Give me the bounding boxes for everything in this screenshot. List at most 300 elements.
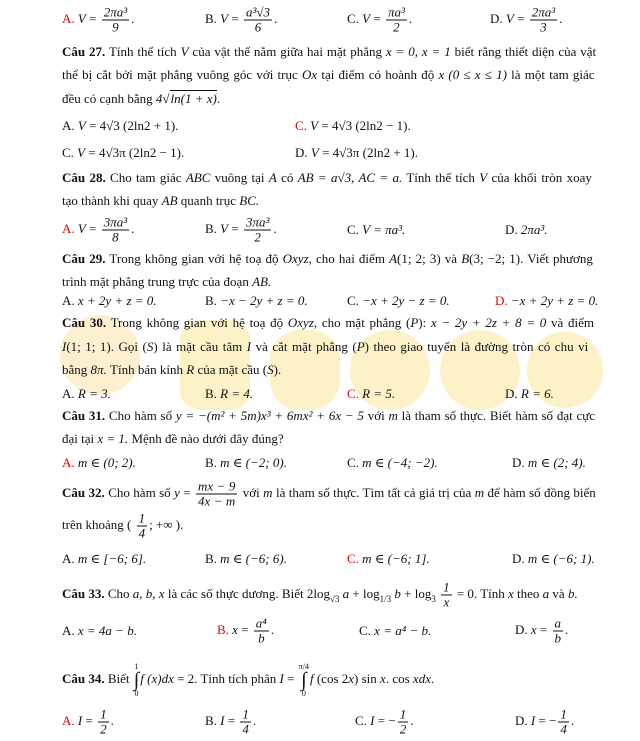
integral-symbol: ∫ [301,669,307,691]
answer-option-b[interactable] [217,617,274,646]
math: b [391,585,401,601]
answer-option-d[interactable] [512,455,586,471]
text: = 4√3π (2ln2 − 1). [85,145,185,160]
math: m ∈ (−6; 6). [220,551,287,566]
fraction [558,708,569,737]
option-letter: B. [205,293,221,308]
numerator: mx − 9 [198,478,236,494]
answer-option-d[interactable] [515,708,574,737]
text: là tham số thực. Tìm tất cả giá trị của [272,484,475,500]
answer-option-a[interactable] [62,386,111,402]
option-letter: B. [205,712,221,728]
math: m [388,408,398,423]
q27-line-2 [62,67,595,83]
text: của vật thể nằm giữa hai mặt phẳng [188,44,386,59]
math: 8π. [90,362,107,377]
text: = [228,220,242,236]
answer-option-a[interactable] [62,455,136,471]
math: V [362,10,371,26]
math: x [530,621,537,637]
text: (1; 1; 1). Gọi ( [66,339,147,354]
numerator: πa³ [387,4,405,20]
denominator: b [258,630,265,646]
text: bằng [62,362,91,377]
numerator: 3πa³ [245,214,270,230]
text: = [513,10,528,26]
option-letter: D. [512,455,528,470]
text: = [283,670,298,686]
answer-option-a[interactable] [62,216,134,245]
answer-option-b[interactable] [205,551,287,567]
text: = [224,712,239,728]
text: = 4√3 (2ln2 + 1). [85,118,179,133]
text: (cos 2 [313,670,349,686]
math: V [310,145,319,160]
math: x = 0, x = 1 [385,44,451,59]
text: . [559,10,563,26]
upper-limit: 1 [134,662,139,671]
text: . cos [385,670,413,686]
text: đại tại [62,431,98,446]
math: m ∈ (−6; 1]. [362,551,430,566]
option-letter: A. [62,293,78,308]
text: Cho [104,585,133,601]
math: x [232,621,238,637]
math: 2πa³. [520,222,548,237]
math: xdx [412,670,431,686]
text: . [131,220,135,236]
numerator: 2πa³ [531,4,556,20]
math: A [268,170,277,185]
answer-option-b[interactable] [205,455,287,471]
numerator: 1 [443,579,450,595]
answer-option-c[interactable] [347,455,438,471]
answer-option-a[interactable] [62,708,114,737]
fraction [196,480,237,509]
math: x [348,670,355,686]
denominator: x [443,594,450,610]
text: . [252,712,257,728]
math: R [186,362,195,377]
fraction [102,6,129,35]
math: S [267,362,274,377]
fraction [137,512,148,541]
text: ) là mặt cầu tâm [153,339,247,354]
math: I [370,712,375,728]
math: m ∈ (−4; −2). [362,455,438,470]
integral-sign [134,662,139,698]
q32-line-1 [62,480,596,509]
option-letter: B. [217,621,233,637]
option-letter: D. [490,10,506,26]
question-number: Câu 27. [62,44,106,59]
text: . [430,670,435,686]
option-letter: D. [505,386,521,401]
answer-option-a[interactable] [62,293,157,309]
text: Trong không gian với hệ toạ độ [106,315,288,330]
text: (1; 2; 3) và [397,251,462,266]
text: thể bị cắt bởi mặt phẳng vuông góc với trục [62,67,302,82]
text: đều có cạnh bằng [62,91,156,106]
q29-line-2 [62,274,271,290]
q30-line-2 [62,339,588,355]
fraction [386,6,407,35]
text: của mặt cầu ( [194,362,268,377]
text: + log [400,585,432,601]
q30-line-3 [62,362,281,378]
math: a, b, x [132,585,165,601]
text: = [237,621,252,637]
text: ) sin [354,670,381,686]
answer-option-a[interactable] [62,118,178,134]
answer-option-d[interactable] [295,145,418,161]
text: = [536,621,551,637]
text: = − [535,712,557,728]
text: . [410,712,414,728]
answer-option-c[interactable] [347,6,412,35]
math: B [461,251,470,266]
math: I [220,712,225,728]
option-letter: D. [512,551,528,566]
text: . [408,10,413,26]
numerator: 2πa³ [103,4,128,20]
math: ABC [185,170,211,185]
denominator: 4 [138,525,146,541]
text: = [370,10,384,26]
option-letter: A. [62,220,78,236]
question-number: Câu 28. [62,170,106,185]
fraction [98,708,109,737]
math: V [77,220,86,236]
fraction [244,216,271,245]
answer-option-c[interactable] [347,293,450,309]
text: = 4√3 (2ln2 − 1). [318,118,411,133]
math: y [174,484,180,500]
text: ). [273,362,282,377]
option-letter: A. [62,118,78,133]
math: BC. [239,193,260,208]
math: x = 1. [97,431,129,446]
lower-limit: 0 [134,689,139,698]
math: Oxyz, [282,251,312,266]
text: trên khoảng ( [62,516,135,532]
text: . [570,712,575,728]
answer-option-c[interactable] [347,551,430,567]
integral-sign [299,662,309,698]
text: là các số thực dương. Biết 2log [164,585,330,601]
option-letter: B. [205,551,221,566]
text: vuông tại [210,170,269,185]
answer-option-d[interactable] [505,222,548,238]
text: = 2. Tính tích phân [173,670,280,686]
math: V [220,10,229,26]
text: = − [374,712,396,728]
math: m ∈ (−6; 1). [527,551,595,566]
q29-line-1 [62,251,593,267]
math: x = a⁴ − b. [374,623,432,638]
denominator: 4x − m [198,493,236,509]
text: . [131,10,135,26]
math: x = 4a − b. [77,623,137,638]
text: với [363,408,389,423]
fraction [530,6,557,35]
math: m ∈ (−2; 0). [220,455,287,470]
math: m [474,484,485,500]
math: x − 2y + 2z + 8 = 0 [430,315,547,330]
text: theo [513,585,543,601]
answer-option-d[interactable] [505,386,554,402]
option-letter: C. [347,222,363,237]
math: f [309,670,314,686]
answer-option-d[interactable] [512,551,595,567]
option-letter: A. [62,623,78,638]
answer-option-d[interactable] [495,293,598,309]
text: Tính thể tích [402,170,480,185]
option-letter: A. [62,455,78,470]
option-letter: D. [515,621,531,637]
numerator: 1 [560,706,567,722]
q31-line-1 [62,408,595,424]
text: . [216,91,221,106]
math: P [356,339,365,354]
q34-line-1 [62,662,434,698]
numerator: a³√3 [245,4,271,20]
math: Ox [301,67,318,82]
math: y = −(m² + 5m)x³ + 6mx² + 6x − 5 [175,408,364,423]
math: V [479,170,488,185]
math: a [339,585,350,601]
math: R = 5. [362,386,396,401]
option-letter: B. [205,455,221,470]
text: và điểm [546,315,594,330]
option-letter: C. [347,455,363,470]
answer-option-c[interactable] [355,708,413,737]
fraction [441,581,452,610]
math: I [62,339,67,354]
option-letter: C. [355,712,371,728]
q32-line-2 [62,512,183,541]
option-letter: C. [295,118,311,133]
denominator: 3 [540,19,547,35]
math: −x − 2y + z = 0. [220,293,308,308]
text: Trong không gian với hệ toạ độ [105,251,283,266]
fraction [398,708,409,737]
answer-option-b[interactable] [205,386,253,402]
upper-limit: π/4 [298,662,309,671]
math: I [530,712,536,728]
math: m ∈ [−6; 6]. [77,551,147,566]
option-letter: A. [62,10,78,26]
text: , cho mặt phẳng ( [313,315,411,330]
math: x (0 ≤ x ≤ 1) [438,67,507,82]
text: = [82,712,97,728]
math: R = 3. [77,386,111,401]
lower-limit: 0 [301,689,306,698]
text: + log [349,585,380,601]
text: có [276,170,298,185]
text: Cho hàm số [104,484,175,500]
q30-line-1 [62,315,594,331]
numerator: 3πa³ [103,214,128,230]
option-letter: D. [515,712,531,728]
question-number: Câu 32. [62,484,105,500]
math: V [180,44,189,59]
text: Cho hàm số [105,408,176,423]
math: AB = a√3, AC = a. [297,170,403,185]
math: V [77,10,86,26]
math: AB [161,193,178,208]
math: V = πa³. [362,222,406,237]
answer-option-c[interactable] [359,623,431,639]
option-letter: C. [359,623,375,638]
text: với [239,484,264,500]
option-letter: C. [347,293,363,308]
text: để hàm số đồng biến [484,484,596,500]
denominator: 9 [112,19,119,35]
math: S [146,339,154,354]
q27-line-3 [62,91,220,107]
math: V [77,145,86,160]
math: −x + 2y + z = 0. [510,293,599,308]
text: = [85,220,100,236]
answer-option-a[interactable] [62,6,134,35]
text: = [179,484,195,500]
math: 4√ [155,91,170,106]
answer-option-b[interactable] [205,216,277,245]
denominator: 2 [254,229,261,245]
answer-option-b[interactable] [205,708,256,737]
fraction [102,216,129,245]
denominator: 4 [242,721,249,737]
text: = [228,10,242,26]
option-letter: B. [205,386,221,401]
option-letter: C. [347,551,363,566]
answer-option-c[interactable] [62,145,184,161]
answer-option-c[interactable] [347,386,395,402]
math: I [279,670,284,686]
answer-option-c[interactable] [295,118,411,134]
fraction [240,708,251,737]
text: . [565,621,569,637]
numerator: 1 [242,706,249,722]
math: V [220,220,229,236]
math: x [508,585,514,601]
integral-symbol: ∫ [133,669,140,691]
text: tạo thành khi quay [62,193,162,208]
text: cho hai điểm [311,251,390,266]
text: quanh trục [177,193,240,208]
option-letter: C. [347,386,363,401]
text: của khối tròn xoay [487,170,592,185]
math: m [263,484,273,500]
fraction [553,617,564,646]
text: . [270,621,275,637]
question-number: Câu 33. [62,585,105,601]
math: R = 6. [520,386,554,401]
text: . [274,10,278,26]
subscript: 1/3 [379,593,392,604]
text: . [273,220,277,236]
square-root: ln(1 + x) [170,91,217,106]
text: Mệnh đề nào dưới đây đúng? [128,431,284,446]
option-letter: A. [62,386,78,401]
answer-option-d[interactable] [490,6,562,35]
subscript: 3 [431,593,436,604]
text: = 4√3π (2ln2 + 1). [318,145,418,160]
math: V [310,118,319,133]
denominator: b [554,630,562,646]
answer-option-b[interactable] [205,293,308,309]
math: m ∈ (2; 4). [527,455,586,470]
q28-line-1 [62,170,592,186]
math: −x + 2y − z = 0. [362,293,450,308]
numerator: 1 [399,706,407,722]
text [436,586,439,601]
text: biết rằng thiết diện của vật [450,44,597,59]
option-letter: B. [205,220,221,236]
text: là một tam giác [506,67,595,82]
text: ) theo giao tuyến là đường tròn có chu vi [364,339,589,354]
answer-option-d[interactable] [515,617,568,646]
math: R = 4. [220,386,254,401]
text: là tham số thực. Biết hàm số đạt cực [397,408,596,423]
text: = 0. Tính [453,585,508,601]
text: Biết [104,670,133,686]
option-letter: D. [295,145,311,160]
option-letter: D. [505,222,521,237]
answer-option-a[interactable] [62,623,137,639]
fraction [244,6,272,35]
text: ; +∞ ). [149,516,184,532]
fraction [254,617,269,646]
subscript: √3 [329,593,340,604]
denominator: 4 [560,721,567,737]
text: = [85,10,100,26]
numerator: a [554,615,562,631]
math: x + 2y + z = 0. [77,293,157,308]
q28-line-2 [62,193,259,209]
numerator: 1 [138,510,146,526]
text: Cho tam giác [105,170,186,185]
question-number: Câu 29. [62,251,106,266]
denominator: 2 [100,721,107,737]
option-letter: B. [205,10,221,26]
denominator: 2 [393,19,400,35]
question-number: Câu 31. [62,408,106,423]
denominator: 2 [399,721,407,737]
text: ): [418,315,431,330]
text: và cắt mặt phẳng ( [251,339,357,354]
answer-option-c[interactable] [347,222,405,238]
text: trình mặt phẳng trung trực của đoạn [62,274,253,289]
numerator: a⁴ [255,615,267,631]
math: P [410,315,419,330]
math: I [77,712,83,728]
question-number: Câu 30. [62,315,107,330]
text: Tính thể tích [105,44,181,59]
question-number: Câu 34. [62,670,105,686]
text: Tính bán kính [106,362,187,377]
answer-option-b[interactable] [205,6,277,35]
option-letter: D. [495,293,511,308]
q31-line-2 [62,431,284,447]
math: V [77,118,86,133]
text: và [549,585,568,601]
answer-option-a[interactable] [62,551,146,567]
text: tại điểm có hoành độ [317,67,439,82]
math: b. [567,585,578,601]
option-letter: C. [62,145,78,160]
